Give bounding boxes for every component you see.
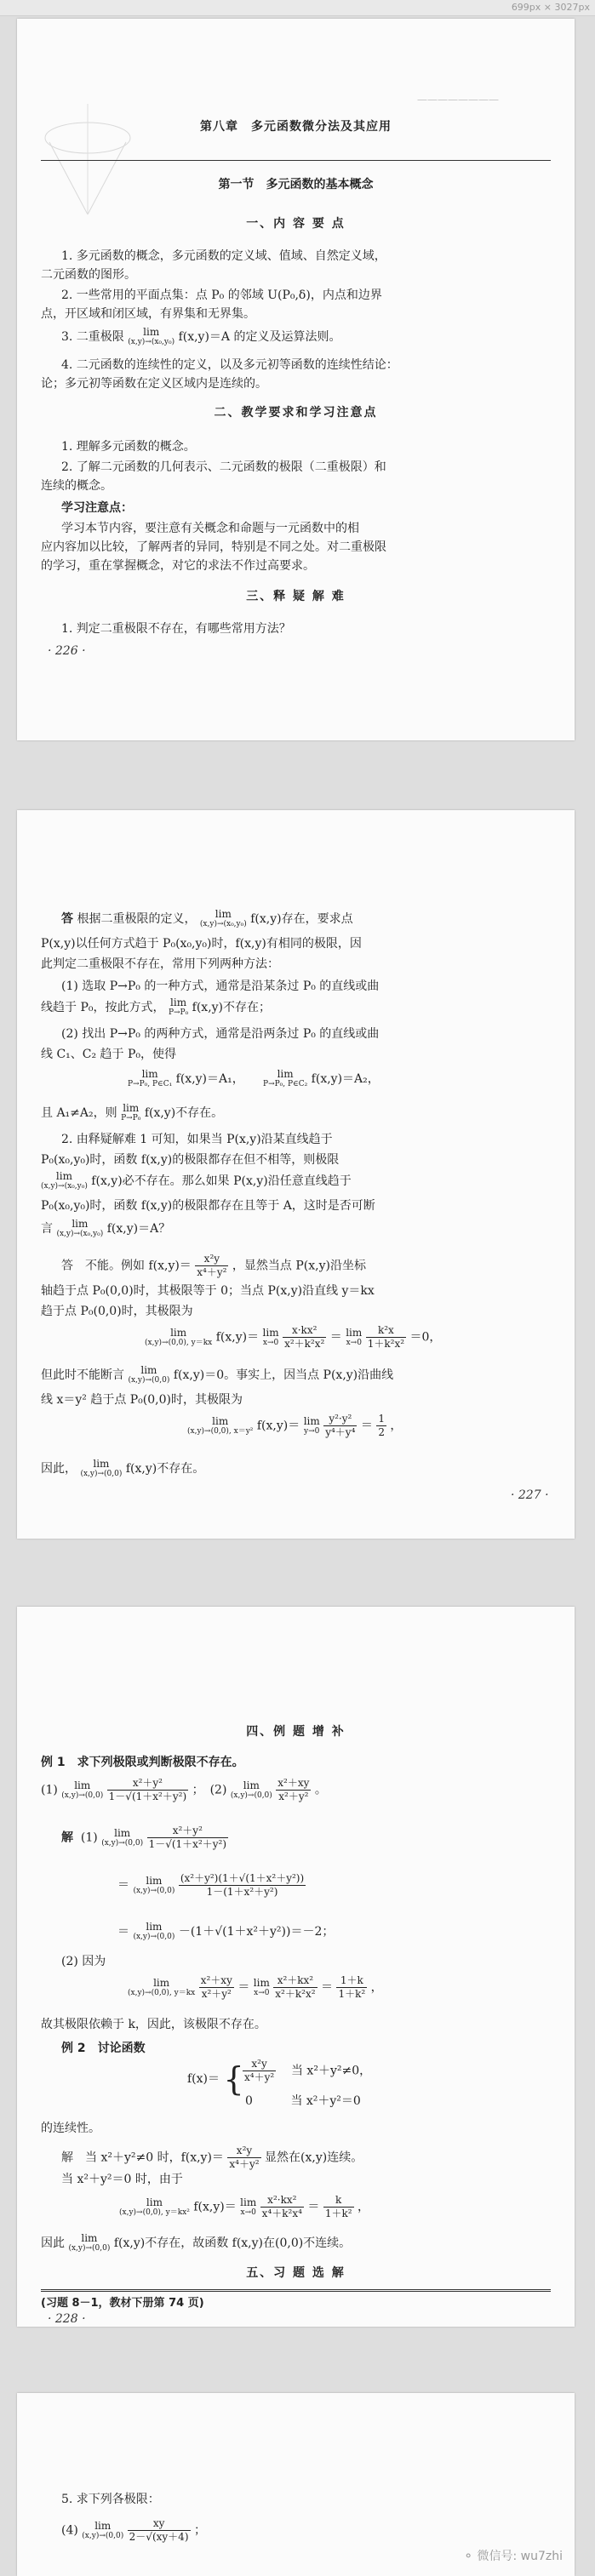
denominator: x⁴＋y² — [197, 1266, 227, 1278]
numerator: x²＋xy — [277, 1777, 310, 1789]
method-2-line-3 — [41, 1103, 223, 1123]
example-label: 例 1 求下列极限或判断极限不存在。 — [41, 1756, 244, 1769]
section-title: 第一节 多元函数的基本概念 — [218, 178, 374, 191]
numerator: x²＋xy — [200, 1974, 232, 1986]
lim-subscript: x→0 — [346, 1338, 362, 1347]
equals: ＝ — [307, 2200, 320, 2214]
text-end: f(x,y)不存在。 — [125, 1462, 205, 1476]
text-end: f(x,y)不存在； — [192, 1001, 272, 1014]
point-4-line-1: 4. 二元函数的连续性的定义，以及多元初等函数的连续性结论： — [61, 358, 398, 372]
lim-subscript: (x,y)→(0,0), y＝kx² — [119, 2208, 190, 2217]
fraction — [199, 1974, 234, 2001]
fraction — [376, 1413, 386, 1439]
text-end: f(x,y)＝A？ — [106, 1222, 171, 1236]
lim: lim — [81, 2232, 98, 2244]
study-notes-line-2: 应内容加以比较，了解两者的异同，特别是不同之处。对二重极限 — [41, 540, 386, 554]
denominator: 2－√(xy＋4) — [129, 2531, 189, 2543]
limit-symbol — [200, 909, 247, 929]
equation-1 — [145, 1324, 441, 1351]
limit-symbol — [263, 1069, 307, 1089]
denominator: x⁴＋y² — [229, 2158, 260, 2170]
equals: ＝ — [117, 1925, 129, 1939]
fraction — [147, 1825, 228, 1851]
viewer-bar — [0, 0, 595, 16]
lim: lim — [262, 1326, 279, 1339]
solution-ex2-line-1 — [61, 2145, 363, 2171]
text-end: ， — [370, 1980, 383, 1995]
text: 言 — [41, 1222, 53, 1236]
denominator: 2 — [378, 1426, 385, 1438]
denominator: x²＋k²x² — [284, 1338, 325, 1350]
lim-subscript: P→P₀, P∈C₂ — [263, 1080, 308, 1088]
lim-subscript: (x,y)→(0,0) — [101, 1838, 144, 1848]
denominator: 1＋k²x² — [367, 1338, 405, 1350]
piecewise-function — [187, 2060, 244, 2098]
fraction — [336, 1974, 367, 2001]
lim: lim — [303, 1414, 320, 1427]
fraction — [195, 1253, 228, 1279]
limit-symbol — [68, 2233, 110, 2253]
text: f(x,y)＝ — [193, 2200, 237, 2214]
lim-subscript: (x,y)→(0,0) — [68, 2244, 111, 2253]
equals: ＝ — [117, 1878, 129, 1893]
limit-symbol — [231, 1780, 272, 1801]
text: 但此时不能断言 — [41, 1368, 124, 1382]
lim-subscript: (x,y)→(0,0), x＝y² — [187, 1426, 254, 1436]
text-end: 。 — [314, 1783, 327, 1797]
numerator: x·kx² — [283, 1324, 326, 1338]
text: －(1＋√(1＋x²＋y²))＝－2； — [178, 1925, 335, 1939]
method-2-line-1: (2) 找出 P→P₀ 的两种方式，通常是沿两条过 P₀ 的直线或曲 — [61, 1027, 380, 1041]
req-1: 1. 理解多元函数的概念。 — [61, 440, 196, 454]
answer-1-line-2: P(x,y)以任何方式趋于 P₀(x₀,y₀)时，f(x,y)有相同的极限，因 — [41, 937, 362, 951]
lim-subscript: y→0 — [304, 1426, 320, 1436]
lim-subscript: (x,y)→(0,0) — [82, 2531, 124, 2540]
denominator: 1－√(1＋x²＋y²) — [148, 1838, 227, 1850]
limit-symbol — [80, 1459, 122, 1479]
solution-1-line-2 — [117, 1872, 306, 1899]
denominator: 1－(1＋x²＋y²) — [206, 1886, 278, 1898]
exercise-source: (习题 8－1，教材下册第 74 页) — [41, 2297, 204, 2310]
faq-question-2-line-2: P₀(x₀,y₀)时，函数 f(x,y)的极限都存在但不相等，则极限 — [41, 1153, 340, 1167]
page-229-partial[interactable] — [17, 2393, 575, 2576]
lim-subscript: P→P₀, P∈C₁ — [128, 1080, 173, 1088]
limit-symbol — [41, 1171, 88, 1191]
method-1-line-1: (1) 选取 P→P₀ 的一种方式，通常是沿某条过 P₀ 的直线或曲 — [61, 980, 380, 993]
lim: lim — [114, 1826, 131, 1839]
exercise-5-4 — [61, 2517, 206, 2544]
lim: lim — [240, 2196, 257, 2208]
piecewise-case-2 — [245, 2093, 361, 2109]
denominator: y⁴＋y⁴ — [325, 1426, 356, 1438]
lim: lim — [215, 908, 232, 920]
equation-2 — [187, 1413, 402, 1439]
lim: lim — [170, 997, 187, 1008]
bleed-through-text: ———————— — [417, 94, 499, 106]
lim: lim — [243, 1779, 260, 1791]
limit-symbol — [56, 1219, 103, 1239]
numerator: x²·kx² — [260, 2194, 304, 2208]
limit-symbol — [263, 1328, 279, 1348]
lim: lim — [55, 1170, 72, 1182]
lim-subscript: (x,y)→(x₀,y₀) — [199, 920, 247, 928]
solution-ex2-conclusion — [41, 2233, 351, 2253]
lim-subscript: (x,y)→(x₀,y₀) — [56, 1230, 104, 1238]
denominator: 1＋k² — [338, 1988, 366, 2000]
text: 因此 — [41, 2236, 65, 2250]
lim-subscript: (x,y)→(0,0), y＝kx — [128, 1988, 196, 1997]
solution-2-equation — [128, 1974, 383, 2001]
answer-1-line-3: 此判定二重极限不存在，常用下列两种方法： — [41, 957, 279, 971]
method-1-line-2 — [41, 997, 271, 1018]
lim: lim — [346, 1326, 363, 1339]
lim-subscript: (x,y)→(0,0) — [80, 1470, 123, 1478]
text-end: f(x,y)不存在。 — [144, 1106, 224, 1120]
fraction — [227, 2145, 260, 2171]
lim: lim — [93, 1458, 110, 1470]
watermark-text: 微信号: wu7zhi — [477, 2550, 563, 2563]
lim-subscript: x→0 — [262, 1338, 279, 1347]
case-condition: 当 x²＋y²≠0， — [290, 2064, 372, 2078]
limit-2: f(x,y)＝A₂， — [311, 1072, 380, 1086]
text: f(x,y)＝ — [256, 1419, 300, 1433]
heading-teaching-requirements: 二、教学要求和学习注意点 — [214, 406, 378, 420]
numerator: 1 — [378, 1413, 385, 1425]
lim: lim — [170, 1326, 187, 1339]
lim-subscript: (x,y)→(0,0) — [61, 1791, 104, 1800]
lim-subscript: (x,y)→(0,0) — [133, 1886, 175, 1895]
lim: lim — [277, 1068, 294, 1080]
answer-text: 根据二重极限的定义， — [77, 912, 197, 926]
double-divider — [41, 2289, 551, 2294]
numerator: (x²＋y²)(1＋√(1＋x²＋y²)) — [180, 1872, 305, 1884]
limit-symbol — [82, 2521, 123, 2541]
solution-1-line-1 — [61, 1825, 228, 1851]
text: 因此， — [41, 1462, 77, 1476]
text-end: ，显然当点 P(x,y)沿坐标 — [232, 1259, 366, 1273]
lim: lim — [153, 1976, 170, 1989]
limit-1: f(x,y)＝A₁， — [175, 1072, 244, 1086]
limit-symbol — [133, 1876, 174, 1896]
problem-label: (4) — [61, 2523, 78, 2538]
wechat-icon: ⚬ — [463, 2550, 474, 2563]
faded-surface-figure — [32, 95, 143, 223]
numerator: x²＋y² — [107, 1777, 188, 1791]
text-end: ＝0， — [409, 1330, 442, 1345]
lim: lim — [74, 1779, 91, 1791]
solution-2-conclusion: 故其极限依赖于 k，因此，该极限不存在。 — [41, 2018, 266, 2031]
lim: lim — [146, 2196, 163, 2208]
req-2-line-1: 2. 了解二元函数的几何表示、二元函数的极限（二重极限）和 — [61, 460, 386, 474]
limit-symbol — [187, 1416, 253, 1437]
text: 解 当 x²＋y²≠0 时，f(x,y)＝ — [61, 2150, 224, 2165]
lim-subscript: P→P₀ — [168, 1008, 189, 1017]
study-notes-title: 学习注意点： — [61, 501, 133, 515]
equals: ＝ — [329, 1330, 342, 1345]
example-2-title — [61, 2041, 146, 2056]
limit-symbol — [145, 1328, 212, 1348]
lim: lim — [146, 1921, 163, 1933]
text: f(x,y)＝ — [215, 1330, 260, 1345]
text: 线趋于 P₀，按此方式， — [41, 1001, 165, 1014]
numerator: 1＋k — [336, 1974, 367, 1988]
lim-subscript: x→0 — [240, 2208, 256, 2217]
lim-subscript: (x,y)→(0,0), y＝kx — [145, 1338, 213, 1347]
answer-2-line-5: 线 x＝y² 趋于点 P₀(0,0)时，其极限为 — [41, 1393, 243, 1407]
point-2-line-1: 2. 一些常用的平面点集：点 P₀ 的邻域 U(P₀,δ)，内点和边界 — [61, 288, 382, 302]
fraction — [366, 1324, 406, 1351]
faq-question-1: 1. 判定二重极限不存在，有哪些常用方法？ — [61, 622, 291, 636]
answer-1-line-1 — [61, 909, 353, 929]
example-1-title — [41, 1755, 244, 1770]
solution-label: 解 — [61, 1831, 73, 1845]
lim: lim — [253, 1976, 270, 1989]
numerator: k²x — [366, 1324, 406, 1338]
point-4-line-2: 论；多元初等函数在定义区域内是连续的。 — [41, 377, 267, 391]
equals: ＝ — [360, 1419, 373, 1433]
solution-2-intro: (2) 因为 — [61, 1955, 106, 1968]
faq-question-2-line-4: P₀(x₀,y₀)时，函数 f(x,y)的极限都存在且等于 A，这时是否可断 — [41, 1199, 375, 1213]
solution-1-line-3 — [117, 1922, 334, 1942]
point-1-line-2: 二元函数的图形。 — [41, 268, 136, 282]
study-notes-line-1: 学习本节内容，要注意有关概念和命题与一元函数中的相 — [61, 522, 359, 535]
heading-content-points: 一、内 容 要 点 — [246, 217, 346, 231]
problem-2-label: ； (2) — [192, 1783, 227, 1797]
fraction — [283, 1324, 326, 1351]
limit-symbol — [121, 1103, 140, 1123]
point-3-text: 3. 二重极限 — [61, 330, 124, 344]
point-3 — [61, 327, 340, 347]
text: f(x,y)必不存在。那么如果 P(x,y)沿任意直线趋于 — [91, 1174, 352, 1188]
numerator: xy — [128, 2517, 191, 2531]
limit-symbol — [61, 1780, 103, 1801]
limit-symbol — [128, 1978, 195, 1998]
fraction — [276, 1777, 311, 1803]
req-2-line-2: 连续的概念。 — [41, 479, 112, 493]
fraction — [243, 2058, 276, 2084]
limit-symbol — [169, 997, 188, 1018]
lim-subscript: (x,y)→(0,0) — [128, 1376, 170, 1385]
page-228[interactable] — [17, 1607, 575, 2327]
answer-2-line-6 — [41, 1459, 204, 1479]
answer-2-line-4 — [41, 1365, 393, 1385]
answer-label: 答 — [61, 912, 73, 926]
limit-symbol — [240, 2197, 256, 2218]
denominator: x⁴＋k²x⁴ — [261, 2208, 302, 2219]
text-end: 显然在(x,y)连续。 — [265, 2150, 363, 2165]
solution-ex2-line-2: 当 x²＋y²＝0 时，由于 — [61, 2173, 183, 2186]
point-2-line-2: 点，开区域和闭区域，有界集和无界集。 — [41, 307, 255, 321]
lim-subscript: (x,y)→(x₀,y₀) — [41, 1182, 88, 1191]
denominator: x²＋k²x² — [275, 1988, 316, 2000]
fraction — [323, 1413, 357, 1439]
equals: ＝ — [237, 1980, 250, 1995]
lim-subscript: (x,y)→(0,0) — [133, 1933, 175, 1941]
numerator: x²＋y² — [147, 1825, 228, 1838]
part-label: (1) — [80, 1831, 98, 1845]
denominator: x²＋y² — [278, 1791, 309, 1802]
fraction — [323, 2194, 354, 2220]
text: 且 A₁≠A₂，则 — [41, 1106, 117, 1120]
lim: lim — [123, 1102, 140, 1114]
numerator: x²y — [243, 2058, 276, 2071]
point-3-text-end: f(x,y)＝A 的定义及运算法则。 — [178, 330, 341, 344]
piecewise-case-1 — [243, 2058, 371, 2084]
image-dimensions: 699px × 3027px — [511, 2, 590, 13]
case-condition: 当 x²＋y²＝0 — [290, 2094, 361, 2108]
numerator: y²·y² — [323, 1413, 357, 1426]
lim-subscript: P→P₀ — [121, 1114, 141, 1122]
heading-faq: 三、释 疑 解 难 — [246, 590, 346, 603]
equals: ＝ — [320, 1980, 333, 1995]
limit-symbol — [119, 2197, 190, 2218]
lim: lim — [94, 2519, 112, 2532]
function-name: f(x)＝ — [187, 2072, 220, 2086]
heading-examples: 四、例 题 增 补 — [246, 1725, 346, 1739]
numerator: x²y — [195, 1253, 228, 1266]
limit-symbol — [101, 1828, 143, 1848]
text-end: f(x,y)＝0。事实上，因当点 P(x,y)沿曲线 — [173, 1368, 394, 1382]
fraction — [107, 1777, 188, 1803]
answer-2-line-1 — [61, 1253, 366, 1279]
denominator: 1＋k² — [324, 2208, 352, 2219]
answer-2-line-3: 趋于点 P₀(0,0)时，其极限为 — [41, 1305, 193, 1318]
example-label: 例 2 讨论函数 — [61, 2042, 146, 2055]
divider — [41, 160, 551, 161]
case-value: 0 — [245, 2094, 253, 2108]
lim: lim — [140, 1364, 157, 1376]
denominator: x⁴＋y² — [244, 2071, 275, 2083]
page-number: · 226 · — [48, 644, 86, 658]
page-number: · 228 · — [48, 2312, 86, 2326]
text-end: ， — [358, 2200, 369, 2214]
answer-2-line-2: 轴趋于点 P₀(0,0)时，其极限等于 0；当点 P(x,y)沿直线 y＝kx — [41, 1284, 375, 1298]
fraction — [273, 1974, 317, 2001]
text-end: f(x,y)不存在，故函数 f(x,y)在(0,0)不连续。 — [113, 2236, 352, 2250]
limit-symbol — [133, 1922, 174, 1942]
faq-question-2-line-5 — [41, 1219, 170, 1239]
example-1-problems — [41, 1777, 327, 1803]
faq-question-2-line-1: 2. 由释疑解难 1 可知，如果当 P(x,y)沿某直线趋于 — [61, 1133, 333, 1146]
lim: lim — [146, 1874, 163, 1887]
chapter-title: 第八章 多元函数微分法及其应用 — [200, 120, 392, 134]
lim: lim — [212, 1414, 229, 1427]
limit-symbol — [128, 1069, 172, 1089]
heading-exercise-solutions: 五、习 题 选 解 — [246, 2266, 346, 2280]
method-2-limits — [128, 1069, 380, 1089]
method-2-line-2: 线 C₁、C₂ 趋于 P₀，使得 — [41, 1048, 177, 1061]
study-notes-line-3: 的学习，重在掌握概念，对它的求法不作过高要求。 — [41, 559, 315, 573]
numerator: x²y — [227, 2145, 260, 2158]
example-2-end: 的连续性。 — [41, 2122, 100, 2135]
text-end: ； — [193, 2523, 206, 2538]
denominator: 1－√(1＋x²＋y²) — [108, 1791, 187, 1802]
lim-subscript: (x,y)→(0,0) — [230, 1791, 272, 1800]
answer-text-end: f(x,y)存在，要求点 — [250, 912, 353, 926]
fraction — [260, 2194, 304, 2220]
lim: lim — [141, 1068, 158, 1080]
fraction — [128, 2517, 191, 2544]
problem-1-label: (1) — [41, 1783, 58, 1797]
lim: lim — [72, 1218, 89, 1230]
text: 答 不能。例如 f(x,y)＝ — [61, 1259, 192, 1273]
lim: lim — [143, 326, 160, 338]
faq-question-2-line-3 — [41, 1171, 352, 1191]
text-end: ， — [390, 1419, 403, 1433]
numerator: k — [323, 2194, 354, 2208]
page-226[interactable] — [17, 19, 575, 740]
limit-symbol — [128, 327, 174, 347]
point-1-line-1: 1. 多元函数的概念，多元函数的定义域、值域、自然定义域， — [61, 249, 386, 263]
limit-symbol — [128, 1365, 169, 1385]
wechat-watermark — [463, 2547, 563, 2564]
limit-symbol — [254, 1978, 270, 1998]
left-brace: { — [223, 2060, 244, 2098]
page-227[interactable] — [17, 810, 575, 1539]
numerator: x²＋kx² — [273, 1974, 317, 1988]
lim-subscript: x→0 — [254, 1988, 270, 1997]
limit-symbol — [346, 1328, 362, 1348]
denominator: x²＋y² — [201, 1988, 232, 2000]
exercise-5-title: 5. 求下列各极限： — [61, 2493, 160, 2506]
lim-subscript: (x,y)→(x₀,y₀) — [128, 338, 175, 346]
page-number: · 227 · — [511, 1488, 549, 1502]
solution-ex2-equation — [119, 2194, 369, 2220]
limit-symbol — [304, 1416, 320, 1437]
fraction — [179, 1872, 306, 1899]
